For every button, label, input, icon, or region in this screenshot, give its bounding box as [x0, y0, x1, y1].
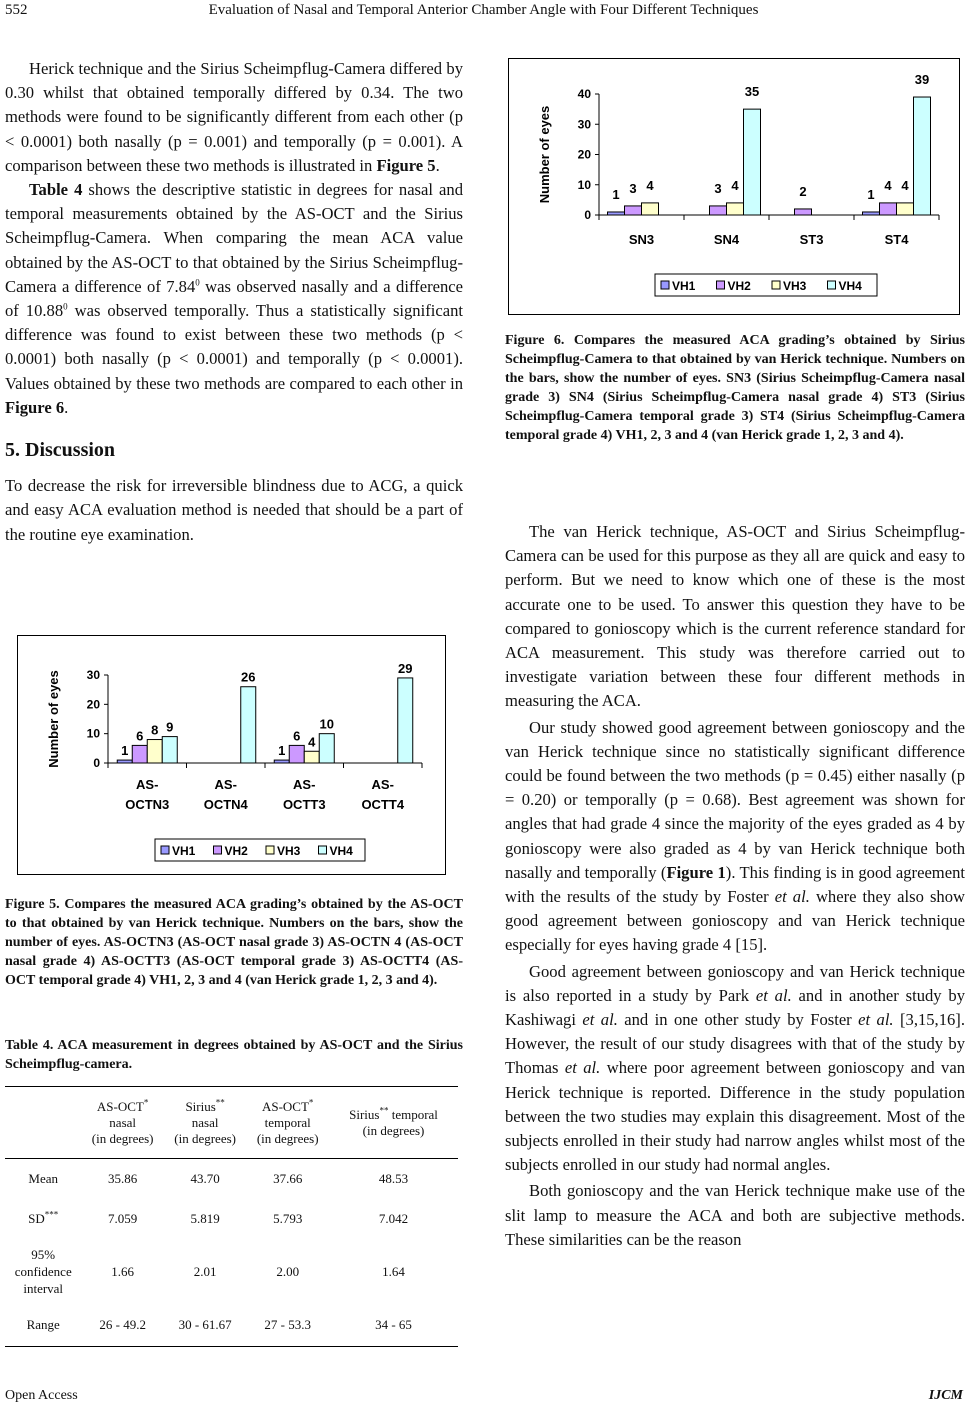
legend-label: VH3	[783, 279, 807, 293]
legend-swatch	[214, 846, 222, 854]
figure-ref: Figure 6	[5, 397, 65, 417]
paragraph-text: where poor agreement between gonioscopy and van Herick technique is reported. Difference in the study population between the two studies may explain this disagreement. Most of the subjects enrolled in their study had narrow angles whilst most of the subjects enrolled in our study had normal angles.	[505, 1058, 965, 1175]
data-label: 26	[241, 669, 256, 685]
data-label: 2	[799, 183, 807, 199]
y-tick-label: 40	[577, 87, 591, 101]
data-label: 1	[278, 743, 286, 759]
table-cell: 43.70	[190, 1170, 220, 1186]
y-tick-label: 0	[93, 756, 100, 770]
page-number: 552	[5, 2, 28, 18]
header-text: nasal	[191, 1114, 219, 1130]
table-header	[246, 1087, 329, 1159]
bar-vh4	[241, 687, 256, 763]
bar-vh4	[744, 109, 761, 215]
legend-label: VH1	[172, 844, 196, 858]
paragraph	[5, 57, 463, 178]
row-label	[5, 1199, 81, 1239]
paragraph-text: .	[435, 155, 440, 175]
superscript: 0	[195, 277, 200, 288]
legend-label: VH1	[672, 279, 696, 293]
data-label: 10	[319, 716, 334, 732]
bar-vh3	[304, 751, 319, 763]
header-text: temporal	[391, 1106, 438, 1122]
legend-swatch	[772, 281, 780, 289]
header-text: (in degrees)	[174, 1130, 236, 1146]
paragraph-text: and in one other study by Foster	[617, 1010, 859, 1030]
footer-right: IJCM	[928, 1388, 963, 1403]
paragraph: Both gonioscopy and the van Herick technique make use of the slit lamp to measure the ACA and both are subjective methods. These similarities can be the reason	[505, 1181, 965, 1249]
data-label: 3	[714, 180, 722, 196]
x-tick-label: ST3	[799, 232, 824, 247]
table-cell: 7.042	[378, 1210, 409, 1226]
bar-vh3	[727, 203, 744, 215]
bar-vh4	[162, 737, 177, 763]
header-text: nasal	[109, 1114, 137, 1130]
superscript: 0	[63, 301, 68, 312]
table-4	[5, 1086, 458, 1347]
bar-vh4	[319, 734, 334, 763]
bar-vh1	[608, 212, 625, 215]
paragraph-text: [3,15,16]. However, the result of our study disagrees with that of the study by Thomas	[505, 1010, 965, 1078]
x-tick-label: AS-	[293, 777, 316, 792]
figure-ref: Figure 1	[666, 862, 726, 882]
legend-label: VH2	[727, 279, 751, 293]
paragraph-text: shows the descriptive statistic in degrees for nasal and temporal measurements obtained by the AS-OCT and the Sirius Scheimpflug-Camera. When comparing the mean ACA value obtained by the AS-OCT to that obtained by the Sirius Scheimpflug-Camera a difference of 7.84	[5, 180, 463, 296]
row-label	[5, 1159, 81, 1199]
table-header	[329, 1087, 458, 1159]
x-tick-label: OCTN4	[203, 797, 248, 812]
paragraph	[505, 960, 965, 1178]
table-cell: 1.66	[111, 1263, 135, 1279]
table-cell: 7.059	[108, 1210, 138, 1226]
data-label: 4	[884, 177, 892, 193]
x-tick-label: AS-	[371, 777, 394, 792]
legend-swatch	[661, 281, 669, 289]
row-label-text: 95% confidence interval	[14, 1247, 72, 1296]
y-tick-label: 10	[577, 177, 591, 192]
figure-5-chart	[17, 635, 446, 875]
y-tick-label: 10	[86, 726, 100, 741]
header-text: (in degrees)	[362, 1122, 425, 1138]
bar-vh2	[710, 206, 727, 215]
table-row	[5, 1199, 458, 1239]
x-tick-label: SN3	[628, 232, 655, 247]
data-label: 6	[293, 728, 301, 744]
row-label-sup: ***	[44, 1209, 59, 1220]
bar-vh3	[147, 740, 162, 763]
y-tick-label: 30	[86, 668, 100, 682]
header-sup: **	[379, 1105, 389, 1116]
data-label: 4	[308, 734, 316, 750]
data-label: 4	[901, 177, 909, 193]
header-text: (in degrees)	[91, 1130, 154, 1146]
table-cell: 26 - 49.2	[99, 1317, 146, 1333]
right-column-text	[505, 520, 965, 1252]
running-title: Evaluation of Nasal and Temporal Anterior Chamber Angle with Four Different Techniques	[208, 2, 759, 18]
header-text: Sirius	[349, 1106, 380, 1122]
running-head	[0, 0, 967, 24]
bar-vh1	[117, 760, 132, 763]
bar-vh3	[642, 203, 659, 215]
legend-label: VH4	[329, 844, 353, 858]
bar-vh3	[897, 203, 914, 215]
table-cell: 35.86	[108, 1170, 138, 1186]
etal: et al.	[582, 1010, 618, 1030]
data-label: 3	[629, 180, 637, 196]
data-label: 1	[121, 743, 129, 759]
row-label	[5, 1305, 81, 1347]
legend-swatch	[161, 846, 169, 854]
table-cell: 1.64	[382, 1263, 405, 1279]
table-cell: 27 - 53.3	[264, 1317, 311, 1333]
bar-vh2	[289, 745, 304, 763]
table-row	[5, 1239, 458, 1305]
y-axis-title: Number of eyes	[46, 670, 61, 768]
header-text: temporal	[264, 1114, 311, 1130]
figure-5-svg	[18, 636, 445, 874]
legend-swatch	[717, 281, 725, 289]
data-label: 4	[646, 177, 654, 193]
x-tick-label: OCTN3	[125, 797, 170, 812]
table-4-caption: Table 4. ACA measurement in degrees obtained by AS-OCT and the Sirius Scheimpflug-camera.	[5, 1038, 463, 1072]
data-label: 29	[398, 660, 413, 676]
paragraph-text: where they also show good agreement between gonioscopy and van Herick technique especially for eyes having grade 4 [15].	[505, 887, 966, 955]
data-label: 4	[731, 177, 739, 193]
row-label-text: SD	[28, 1210, 45, 1226]
data-label: 9	[166, 719, 174, 735]
header-text: AS-OCT	[261, 1098, 309, 1114]
paragraph: The van Herick technique, AS-OCT and Sirius Scheimpflug-Camera can be used for this purpose as they all are quick and easy to perform. But we need to know which one of these is the most accurate one to be used. To answer this question they have to be compared to gonioscopy which is the current reference standard for ACA measurement. This study was therefore carried out to investigate variation between these four different methods in measuring the ACA.	[505, 522, 965, 711]
paragraph-text: Good agreement between gonioscopy and van Herick technique is also reported in a study by Park	[505, 961, 965, 1005]
legend-label: VH4	[838, 279, 862, 293]
legend-label: VH3	[277, 844, 301, 858]
bar-vh2	[880, 203, 897, 215]
footer-left: Open Access	[5, 1388, 78, 1403]
row-label	[5, 1239, 81, 1305]
table-header	[164, 1087, 246, 1159]
table-4-grid	[5, 1086, 458, 1347]
y-tick-label: 30	[577, 117, 591, 132]
data-label: 6	[136, 728, 144, 744]
table-cell: 30 - 61.67	[178, 1317, 232, 1333]
table-cell: 48.53	[378, 1170, 409, 1186]
legend-swatch	[266, 846, 274, 854]
header-sup: **	[215, 1097, 225, 1108]
table-cell: 34 - 65	[375, 1317, 412, 1333]
figure-ref: Figure 5	[376, 155, 436, 175]
legend-swatch	[319, 846, 327, 854]
figure-6-chart	[508, 58, 960, 315]
bar-vh1	[863, 212, 880, 215]
x-tick-label: OCTT3	[282, 797, 326, 812]
section-heading: 5. Discussion	[5, 439, 116, 462]
legend-label: VH2	[224, 844, 248, 858]
data-label: 35	[744, 84, 760, 100]
etal: et al.	[564, 1058, 601, 1078]
paragraph-text: was observed nasally and a difference of 10.88	[5, 276, 463, 321]
etal: et al.	[858, 1010, 894, 1030]
paragraph-text: and in another study by Kashiwagi	[505, 985, 966, 1030]
data-label: 1	[612, 186, 620, 202]
bar-vh4	[914, 97, 931, 215]
x-tick-label: OCTT4	[361, 797, 405, 812]
etal: et al.	[755, 985, 792, 1005]
row-label-text: Range	[26, 1317, 60, 1333]
table-row	[5, 1305, 458, 1347]
paragraph-text: Our study showed good agreement between gonioscopy and the van Herick technique since no statistically significant difference could be found between the two methods (p = 0.45) either nasally (p = 0.20) or temporally (p = 0.68). Best agreement was shown for angles that had grade 4 since the majority of the eyes graded as 4 by gonioscopy were also graded as 4 by van Herick technique both nasally and temporally (	[505, 717, 965, 882]
paragraph	[5, 178, 463, 420]
row-label-text: Mean	[28, 1170, 59, 1186]
paragraph-text: ). This finding is in good agreement with the results of the study by Foster	[505, 862, 965, 907]
paragraph-text: .	[64, 397, 69, 417]
legend	[155, 839, 365, 861]
bar-vh4	[398, 678, 413, 763]
data-label: 8	[151, 722, 159, 738]
x-tick-label: AS-	[214, 777, 237, 792]
x-tick-label: SN4	[713, 232, 740, 247]
bar-vh2	[625, 206, 642, 215]
bar-vh1	[274, 760, 289, 763]
data-label: 39	[914, 72, 930, 88]
y-tick-label: 0	[584, 208, 591, 222]
y-tick-label: 20	[86, 697, 100, 712]
table-corner	[5, 1087, 81, 1159]
y-axis-title: Number of eyes	[537, 105, 552, 204]
data-label: 1	[867, 186, 875, 202]
figure-6-caption: Figure 6. Compares the measured ACA grading’s obtained by Sirius Scheimpflug-Camera to that obtained by van Herick technique. Numbers on the bars, show the number of eyes. SN3 (Sirius Scheimpflug-Camera nasal grade 3) SN4 (Sirius Scheimpflug-Camera nasal grade 4) ST3 (Sirius Scheimpflug-Camera temporal grade 3) ST4 (Sirius Scheimpflug-Camera temporal grade 4) VH1, 2, 3 and 4 (van Herick grade 1, 2, 3 and 4).	[505, 333, 965, 443]
header-text: Sirius	[185, 1098, 216, 1114]
bar-vh2	[795, 209, 812, 215]
x-tick-label: ST4	[884, 232, 909, 247]
table-cell: 37.66	[273, 1170, 303, 1186]
figure-6-svg	[509, 59, 959, 314]
paragraph	[505, 716, 965, 958]
table-header-row	[5, 1087, 458, 1159]
legend	[655, 274, 877, 296]
paragraph: To decrease the risk for irreversible blindness due to ACG, a quick and easy ACA evaluation method is needed that should be a part of the routine eye examination.	[5, 476, 463, 544]
table-cell: 2.01	[193, 1263, 217, 1279]
left-column-text	[5, 57, 463, 547]
header-text: AS-OCT	[96, 1098, 144, 1114]
legend-swatch	[828, 281, 836, 289]
table-cell: 5.819	[190, 1210, 220, 1226]
bar-vh2	[132, 745, 147, 763]
table-row	[5, 1159, 458, 1199]
etal: et al.	[774, 887, 810, 907]
table-cell: 2.00	[276, 1263, 300, 1279]
x-tick-label: AS-	[136, 777, 159, 792]
table-cell: 5.793	[273, 1210, 303, 1226]
figure-5-caption: Figure 5. Compares the measured ACA grading’s obtained by the AS-OCT to that obtained by van Herick technique. Numbers on the bars, show the number of eyes. AS-OCTN3 (AS-OCT nasal grade 3) AS-OCTN 4 (AS-OCT nasal grade 4) AS-OCTT3 (AS-OCT temporal grade 3) AS-OCTT4 (AS-OCT temporal grade 4) VH1, 2, 3 and 4 (van Herick grade 1, 2, 3 and 4).	[5, 897, 463, 988]
header-sup: *	[143, 1097, 149, 1108]
table-ref: Table 4	[29, 180, 83, 200]
paragraph-text: Herick technique and the Sirius Scheimpflug-Camera differed by 0.30 whilst that obtained temporally differed by 0.34. The two methods were found to be significantly different from each other (p < 0.0001) both nasally (p = 0.001) and temporally (p = 0.001). A comparison between these two methods is illustrated in	[5, 59, 463, 175]
header-sup: *	[308, 1097, 314, 1108]
paragraph-text: was observed temporally. Thus a statistically significant difference was found to exist between these two methods (p < 0.0001) both nasally (p < 0.0001) and temporally (p < 0.0001). Values obtained by these two methods are compared to each other in	[5, 301, 463, 393]
y-tick-label: 20	[577, 147, 591, 162]
header-text: (in degrees)	[256, 1130, 319, 1146]
table-header	[81, 1087, 163, 1159]
